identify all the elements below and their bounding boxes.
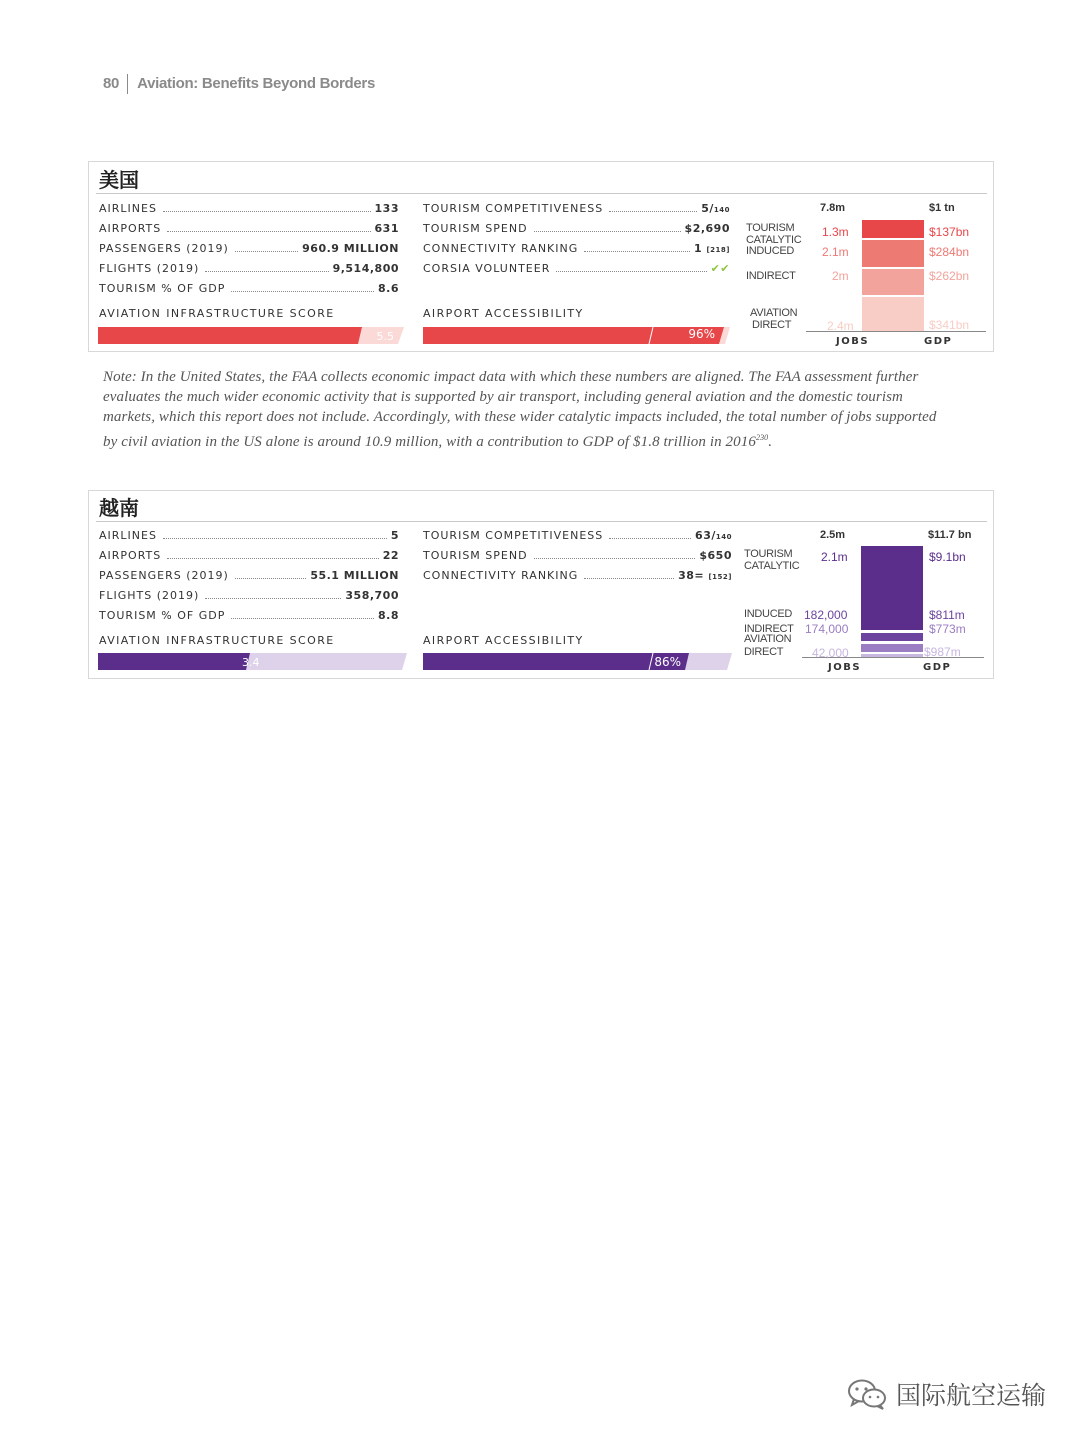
- publication-title: Aviation: Benefits Beyond Borders: [137, 74, 376, 92]
- stat-row: CONNECTIVITY RANKING 38= [152]: [423, 569, 732, 582]
- tourism-segment: [862, 220, 924, 238]
- jobs-total: 7.8m: [820, 202, 846, 214]
- stat-row: AIRLINES 133: [99, 202, 399, 215]
- watermark: [846, 1376, 1046, 1412]
- tourism-segment: [861, 546, 923, 630]
- vietnam-stats-mid: [423, 529, 732, 589]
- jobs-value: 2.4m: [827, 319, 854, 333]
- stat-row: CONNECTIVITY RANKING 1 [218]: [423, 242, 730, 255]
- jobs-value: 174,000: [805, 622, 849, 636]
- vietnam-stats-left: [99, 529, 399, 629]
- stat-row: TOURISM % OF GDP 8.8: [99, 609, 399, 622]
- indirect-label: INDIRECT: [746, 270, 796, 282]
- infra-label: AVIATION INFRASTRUCTURE SCORE: [99, 307, 335, 320]
- direct-label: DIRECT: [744, 646, 784, 658]
- page-number: 80: [103, 74, 120, 92]
- stat-row: AIRLINES 5: [99, 529, 399, 542]
- check-icon: ✔✔: [710, 262, 730, 275]
- usa-impact-chart: [742, 200, 987, 350]
- jobs-value: 2.1m: [822, 245, 849, 259]
- vietnam-impact-chart: [740, 527, 987, 677]
- gdp-value: $137bn: [929, 225, 970, 239]
- stat-row: TOURISM % OF GDP 8.6: [99, 282, 399, 295]
- gdp-value: $987m: [924, 645, 961, 659]
- title-divider: [96, 521, 987, 522]
- induced-segment: [861, 633, 923, 641]
- induced-label: INDUCED: [744, 608, 793, 620]
- bar-fill: [98, 327, 362, 344]
- direct-segment: [862, 297, 924, 331]
- stat-row: AIRPORTS 22: [99, 549, 399, 562]
- stat-row: TOURISM SPEND $2,690: [423, 222, 730, 235]
- access-label: AIRPORT ACCESSIBILITY: [423, 307, 584, 320]
- indirect-segment: [861, 644, 923, 652]
- catalytic-label: CATALYTIC: [746, 234, 802, 246]
- country-title: 越南: [99, 496, 139, 520]
- induced-label: INDUCED: [746, 245, 795, 257]
- bar-value: 96%: [688, 327, 715, 341]
- indirect-segment: [862, 269, 924, 295]
- bar-value: 86%: [654, 655, 681, 669]
- direct-label: DIRECT: [752, 319, 792, 331]
- bar-fill: [98, 653, 250, 670]
- country-title: 美国: [99, 168, 139, 192]
- usa-stats-mid: [423, 202, 730, 282]
- tourism-label: TOURISM: [744, 548, 793, 560]
- gdp-value: $262bn: [929, 269, 970, 283]
- tourism-label: TOURISM: [746, 222, 795, 234]
- infra-label: AVIATION INFRASTRUCTURE SCORE: [99, 634, 335, 647]
- stat-row: AIRPORTS 631: [99, 222, 399, 235]
- gdp-value: $811m: [929, 608, 965, 622]
- header-divider: [127, 74, 128, 94]
- usa-note: Note: In the United States, the FAA collects economic impact data with which these numbers are aligned. The FAA assessment further evaluates the much wider economic activity that is supported by air transport, including general aviation and the domestic tourism markets, which this report does not include. Accordingly, with these wider catalytic impacts included, the total number of jobs supported by civil aviation in the US alone is around 10.9 million, with a contribution to GDP of $1.8 trillion in 2016$^{230}$.: [103, 369, 937, 450]
- gdp-axis-label: GDP: [923, 662, 952, 673]
- stat-row: FLIGHTS (2019) 9,514,800: [99, 262, 399, 275]
- stat-row: FLIGHTS (2019) 358,700: [99, 589, 399, 602]
- aviation-label: AVIATION: [750, 307, 798, 319]
- stat-row: TOURISM COMPETITIVENESS 63/140: [423, 529, 732, 542]
- page-header: [103, 74, 375, 94]
- access-label: AIRPORT ACCESSIBILITY: [423, 634, 584, 647]
- vietnam-access-bar: [423, 650, 735, 672]
- jobs-axis-label: JOBS: [836, 336, 870, 347]
- usa-infra-bar: [98, 324, 410, 346]
- bar-value: 5.5: [376, 330, 394, 343]
- gdp-value: $341bn: [929, 318, 970, 332]
- jobs-axis-label: JOBS: [828, 662, 862, 673]
- bar-value: 3.4: [242, 656, 260, 669]
- jobs-value: 2m: [832, 269, 849, 283]
- gdp-value: $284bn: [929, 245, 970, 259]
- stat-row: PASSENGERS (2019) 55.1 MILLION: [99, 569, 399, 582]
- gdp-total: $1 tn: [929, 202, 955, 214]
- indirect-label: INDIRECT: [744, 623, 794, 635]
- stat-row: TOURISM COMPETITIVENESS 5/140: [423, 202, 730, 215]
- stat-row: TOURISM SPEND $650: [423, 549, 732, 562]
- usa-access-bar: [423, 324, 735, 346]
- jobs-total: 2.5m: [820, 529, 846, 541]
- wechat-icon: [846, 1377, 890, 1411]
- gdp-value: $9.1bn: [929, 550, 966, 564]
- jobs-value: 42,000: [812, 646, 849, 660]
- gdp-total: $11.7 bn: [928, 529, 972, 541]
- jobs-value: 182,000: [804, 608, 848, 622]
- gdp-axis-label: GDP: [924, 336, 953, 347]
- usa-stats-left: [99, 202, 399, 302]
- vietnam-infra-bar: [98, 650, 410, 672]
- aviation-label: AVIATION: [744, 633, 792, 645]
- jobs-value: 1.3m: [822, 225, 849, 239]
- stat-row: PASSENGERS (2019) 960.9 MILLION: [99, 242, 399, 255]
- catalytic-label: CATALYTIC: [744, 560, 800, 572]
- title-divider: [96, 193, 987, 194]
- induced-segment: [862, 240, 924, 267]
- gdp-value: $773m: [929, 622, 966, 636]
- stat-row: CORSIA VOLUNTEER ✔✔: [423, 262, 730, 275]
- bar-fill: [423, 327, 724, 344]
- watermark-text: 国际航空运输: [895, 1381, 1046, 1410]
- jobs-value: 2.1m: [821, 550, 848, 564]
